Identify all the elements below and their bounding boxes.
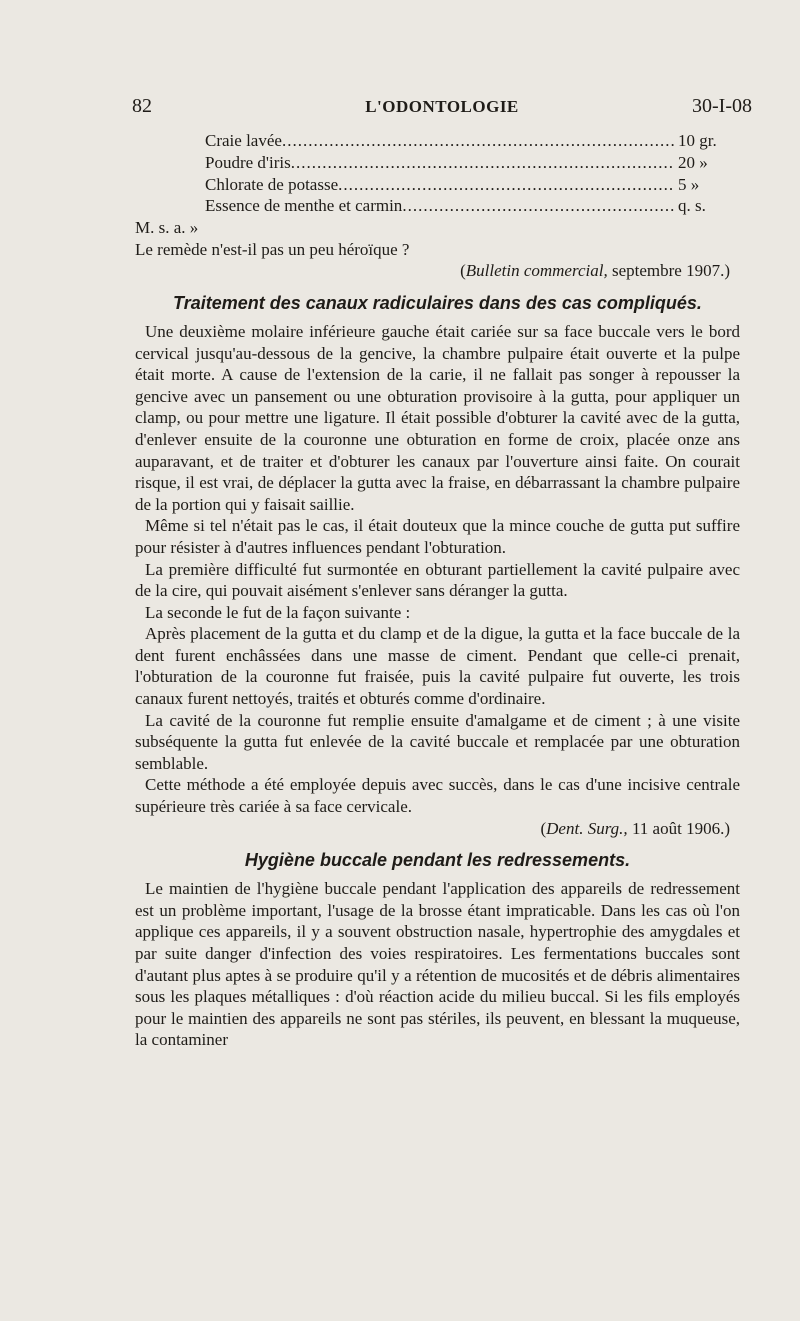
section-heading: Hygiène buccale pendant les redressements.	[244, 850, 631, 871]
citation-date: septembre 1907.)	[607, 261, 730, 281]
ingredient-name: Chlorate de potasse	[205, 174, 339, 194]
recipe-line	[205, 152, 740, 174]
leader-dots	[291, 152, 674, 174]
citation	[135, 818, 740, 840]
ingredient-quantity: 20 »	[678, 152, 708, 172]
recipe-end: M. s. a. »	[135, 218, 199, 238]
page-number: 82	[132, 95, 152, 117]
recipe-line	[205, 174, 740, 196]
recipe-line	[205, 130, 740, 152]
ingredient-quantity: 10 gr.	[678, 131, 717, 150]
paragraph: La première difficulté fut surmontée en obturant partiellement la cavité pulpaire avec de la cire, qui pouvait aisément s'enlever sans déranger la gutta.	[135, 559, 740, 601]
recipe-line	[205, 195, 740, 217]
ingredient-name: Essence de menthe et carmin	[205, 196, 403, 216]
paragraph: Une deuxième molaire inférieure gauche était cariée sur sa face buccale vers le bord cervical jusqu'au-dessous de la gencive, la chambre pulpaire était ouverte et la pulpe était morte. A cause de l'extension de la carie, il ne fallait pas songer à repousser la gencive avec un pansement ou une obturation provisoire à la gutta, pour appliquer un clamp, ou pour mettre une ligature. Il était possible d'obturer la cavité avec de la gutta, d'enlever ensuite de la couronne une obturation en forme de croix, placée onze ans auparavant, et de traiter et d'obturer les canaux par l'ouverture ainsi faite. On courait risque, il est vrai, de déplacer la gutta avec la fraise, en débarrassant la chambre pulpaire de la portion qui y faisait saillie.	[135, 321, 740, 514]
ingredient-quantity: q. s.	[678, 196, 706, 216]
running-header	[132, 95, 752, 125]
ingredient-quantity: 5 »	[678, 174, 700, 194]
paragraph: Même si tel n'était pas le cas, il était douteux que la mince couche de gutta put suffire pour résister à d'autres influences pendant l'obturation.	[135, 516, 740, 557]
leader-dots	[402, 195, 674, 217]
journal-title: L'ODONTOLOGIE	[365, 97, 519, 116]
question-line: Le remède n'est-il pas un peu héroïque ?	[135, 239, 410, 259]
citation-source: Dent. Surg.,	[546, 818, 628, 838]
citation-open: (	[540, 818, 547, 838]
section-heading: Traitement des canaux radiculaires dans des cas compliqués.	[173, 292, 702, 313]
citation-open: (	[460, 261, 466, 281]
paragraph: Le maintien de l'hygiène buccale pendant l'application des appareils de redressement est un problème important, l'usage de la brosse étant impraticable. Dans les cas où l'on applique ces appareils, il y a souvent obstruction nasale, hypertrophie des amygdales et par suite danger d'infection des voies respiratoires. Les fermentations buccales sont d'autant plus aptes à se produire qu'il y a rétention de mucosités et de débris alimentaires sous les plaques métalliques : d'où réaction acide du milieu buccal. Si les fils employés pour le maintien des appareils ne sont pas stériles, ils peuvent, en blessant la muqueuse, la contaminer	[135, 879, 740, 1050]
ingredient-name: Poudre d'iris	[205, 152, 291, 172]
leader-dots	[338, 174, 674, 196]
paragraph: Après placement de la gutta et du clamp et de la digue, la gutta et la face buccale de la dent furent enchâssées dans une masse de ciment. Pendant que celle-ci prenait, l'obturation de la couronne fut fraisée, puis la cavité pulpaire fut ouverte, les trois canaux furent nettoyés, traités et obturés comme d'ordinaire.	[135, 624, 740, 709]
paragraph: Cette méthode a été employée depuis avec succès, dans le cas d'une incisive centrale supérieure très cariée à sa face cervicale.	[135, 775, 740, 817]
ingredient-name: Craie lavée	[205, 131, 282, 150]
citation	[135, 260, 740, 282]
citation-source: Bulletin commercial,	[465, 261, 608, 281]
paragraph: La cavité de la couronne fut remplie ensuite d'amalgame et de ciment ; à une visite subséquente la gutta fut enlevée de la cavité buccale et remplacée par une obturation semblable.	[135, 710, 740, 773]
article-body	[135, 130, 740, 1051]
paragraph: La seconde le fut de la façon suivante :	[145, 602, 411, 622]
citation-date: 11 août 1906.)	[627, 818, 730, 838]
leader-dots	[282, 130, 674, 152]
issue-date: 30-I-08	[692, 95, 752, 117]
